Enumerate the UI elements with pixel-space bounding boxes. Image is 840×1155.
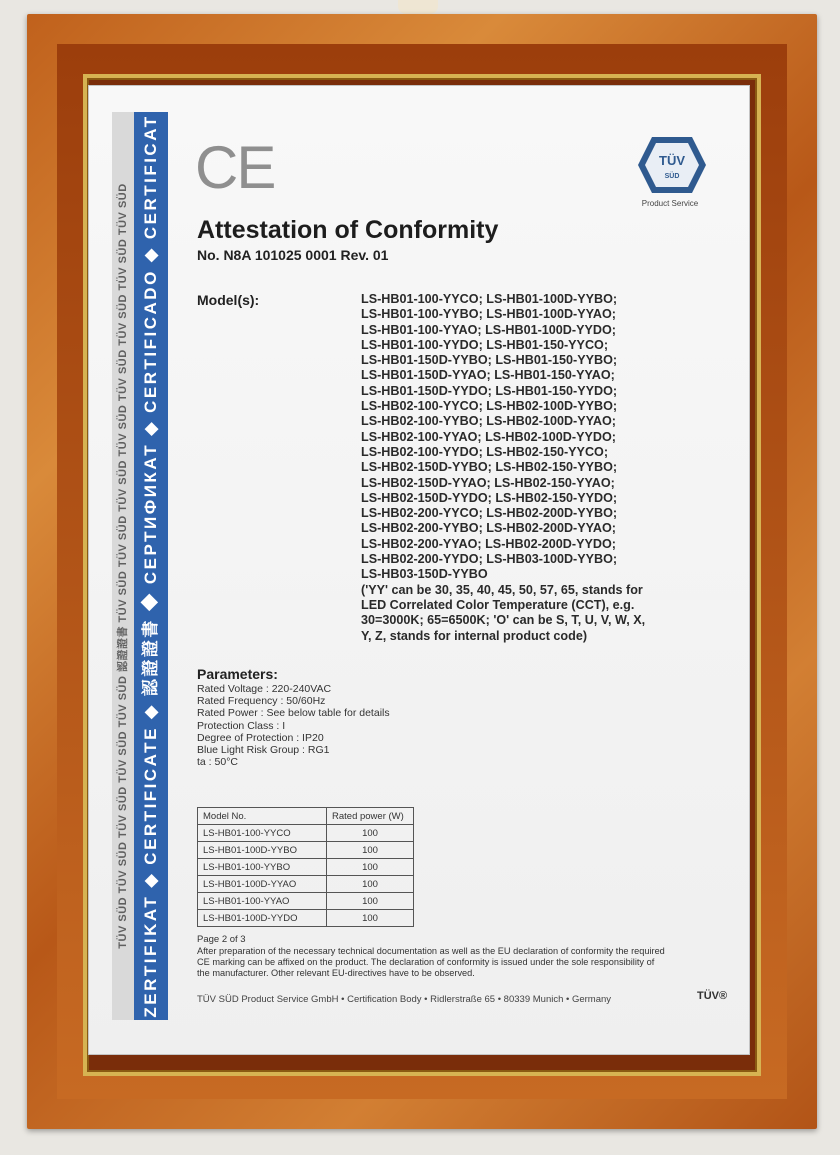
footer-address: TÜV SÜD Product Service GmbH • Certification Body • Ridlerstraße 65 • 80339 Munich • Germany — [197, 994, 612, 1005]
parameter-line: Rated Voltage : 220-240VAC — [197, 683, 332, 695]
tuv-logo-bottom-text: SÜD — [664, 173, 680, 180]
model-line: LS-HB01-150D-YYAO; LS-HB01-150-YYAO; — [361, 368, 615, 383]
table-cell-power: 100 — [327, 893, 414, 910]
parameter-line: Blue Light Risk Group : RG1 — [197, 744, 330, 757]
page-number: Page 2 of 3 — [197, 934, 246, 945]
model-line: LS-HB02-100-YYBO; LS-HB02-100D-YYAO; — [361, 414, 616, 429]
model-line: LS-HB02-150D-YYAO; LS-HB02-150-YYAO; — [361, 475, 615, 490]
model-line: LS-HB02-200-YYAO; LS-HB02-200D-YYDO; — [361, 536, 616, 551]
model-line: LS-HB02-200-YYCO; LS-HB02-200D-YYBO; — [361, 506, 618, 521]
tuv-logo-subtitle: Product Service — [641, 199, 699, 208]
band-grey-strip — [112, 112, 134, 1020]
model-line: LS-HB02-100-YYDO; LS-HB02-150-YYCO; — [361, 444, 609, 459]
model-line: LS-HB02-100-YYAO; LS-HB02-100D-YYDO; — [361, 429, 616, 444]
table-cell-power: 100 — [327, 842, 414, 859]
model-line: LS-HB02-200-YYDO; LS-HB03-100D-YYBO; — [361, 552, 618, 567]
parameter-line: Degree of Protection : IP20 — [197, 731, 324, 744]
footer-tuv-mark: TÜV® — [697, 990, 728, 1002]
model-line: LS-HB01-100-YYBO; LS-HB01-100D-YYAO; — [361, 307, 616, 322]
table-row — [198, 893, 414, 910]
table-cell-model: LS-HB01-100D-YYAO — [198, 876, 327, 893]
table-cell-power: 100 — [327, 876, 414, 893]
table-header-row — [198, 808, 414, 825]
model-line: ('YY' can be 30, 35, 40, 45, 50, 57, 65, stands for — [361, 582, 643, 597]
model-line: LS-HB03-150D-YYBO — [361, 567, 488, 582]
table-row — [198, 842, 414, 859]
table-cell-model: LS-HB01-100-YYBO — [198, 859, 327, 876]
models-list — [361, 292, 691, 644]
parameters-list — [197, 683, 390, 768]
table-cell-power: 100 — [327, 859, 414, 876]
tuv-logo-top-text: TÜV — [659, 153, 685, 168]
table-header-model: Model No. — [198, 808, 327, 825]
parameter-line: ta : 50°C — [197, 756, 238, 769]
table-cell-power: 100 — [327, 825, 414, 842]
tuv-sud-logo — [636, 135, 708, 195]
table-cell-power: 100 — [327, 910, 414, 927]
parameter-line: Protection Class : I — [197, 719, 286, 732]
parameter-line: Rated Frequency : 50/60Hz — [197, 695, 326, 708]
model-line: LS-HB01-150D-YYBO; LS-HB01-150-YYBO; — [361, 353, 618, 368]
table-cell-model: LS-HB01-100-YYCO — [198, 825, 327, 842]
disclaimer-text: After preparation of the necessary technical documentation as well as the EU declaration of conformity the required CE marking can be affixed on the product. The declaration of conformity is issued under the sole responsibility of the manufacturer. Other relevant EU-directives have to be observed. — [197, 946, 665, 978]
table-cell-model: LS-HB01-100D-YYDO — [198, 910, 327, 927]
rated-power-table — [197, 807, 414, 927]
band-blue-text: ZERTIFIKAT ◆ CERTIFICATE ◆ 認證證書 ◆ СЕРТИФИКАТ ◆ CERTIFICADO ◆ CERTIFICAT — [141, 114, 160, 1018]
table-header-power: Rated power (W) — [327, 808, 414, 825]
model-line: LS-HB02-150D-YYDO; LS-HB02-150-YYDO; — [361, 490, 618, 505]
table-row — [198, 825, 414, 842]
certificate-number: No. N8A 101025 0001 Rev. 01 — [197, 247, 389, 263]
table-row — [198, 910, 414, 927]
models-label: Model(s): — [197, 292, 260, 308]
table-cell-model: LS-HB01-100-YYAO — [198, 893, 327, 910]
parameters-title: Parameters: — [197, 666, 278, 682]
model-line: Y, Z, stands for internal product code) — [361, 628, 588, 643]
model-line: LS-HB01-100-YYDO; LS-HB01-150-YYCO; — [361, 337, 609, 352]
model-line: LS-HB01-100-YYAO; LS-HB01-100D-YYDO; — [361, 322, 616, 337]
model-line: LS-HB02-200-YYBO; LS-HB02-200D-YYAO; — [361, 521, 616, 536]
model-line: LS-HB02-100-YYCO; LS-HB02-100D-YYBO; — [361, 399, 618, 414]
model-line: LS-HB01-100-YYCO; LS-HB01-100D-YYBO; — [361, 292, 618, 306]
hanging-hook — [398, 0, 438, 14]
band-grey-text: TÜV SÜD TÜV SÜD TÜV SÜD TÜV SÜD TÜV SÜD 認證證書 TÜV SÜD TÜV SÜD TÜV SÜD TÜV SÜD TÜV SÜD TÜV SÜD TÜV SÜD TÜV SÜD — [117, 183, 129, 949]
model-line: 30=3000K; 65=6500K; 'O' can be S, T, U, V, W, X, — [361, 613, 646, 628]
table-row — [198, 876, 414, 893]
model-line: LS-HB01-150D-YYDO; LS-HB01-150-YYDO; — [361, 383, 618, 398]
ce-mark-logo: CE — [195, 134, 275, 201]
certificate-side-band — [112, 112, 168, 1020]
model-line: LS-HB02-150D-YYBO; LS-HB02-150-YYBO; — [361, 460, 618, 475]
table-row — [198, 859, 414, 876]
document-title: Attestation of Conformity — [197, 216, 499, 244]
model-line: LED Correlated Color Temperature (CCT), e.g. — [361, 597, 635, 612]
parameter-line: Rated Power : See below table for details — [197, 707, 390, 720]
table-cell-model: LS-HB01-100D-YYBO — [198, 842, 327, 859]
